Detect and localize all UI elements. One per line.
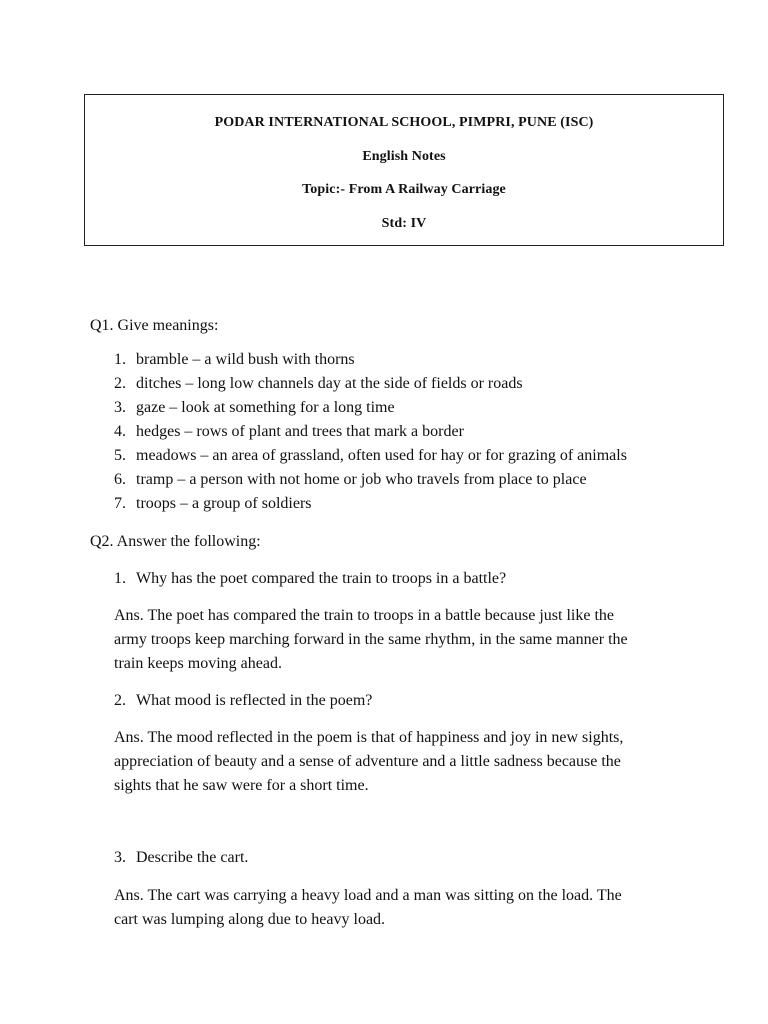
list-item-number: 6. — [114, 471, 126, 488]
list-item — [114, 492, 312, 516]
question — [114, 846, 248, 870]
list-item-text: meadows – an area of grassland, often used for hay or for grazing of animals — [136, 447, 627, 464]
document-header — [84, 94, 724, 246]
answer-line: sights that he saw were for a short time. — [114, 777, 369, 794]
list-item-text: ditches – long low channels day at the side of fields or roads — [136, 375, 523, 392]
list-item-number: 7. — [114, 495, 126, 512]
list-item-text: troops – a group of soldiers — [136, 495, 312, 512]
list-item-text: gaze – look at something for a long time — [136, 399, 395, 416]
list-item-number: 3. — [114, 399, 126, 416]
list-item — [114, 444, 627, 468]
answer-line: cart was lumping along due to heavy load. — [114, 911, 386, 928]
answer-line: train keeps moving ahead. — [114, 655, 282, 672]
list-item-number: 1. — [114, 351, 126, 368]
list-item — [114, 468, 587, 492]
answer-line: Ans. The cart was carrying a heavy load and a man was sitting on the load. The — [114, 887, 622, 904]
topic-title: Topic:- From A Railway Carriage — [302, 182, 506, 197]
list-item — [114, 348, 355, 372]
answer-line: Ans. The mood reflected in the poem is that of happiness and joy in new sights, — [114, 729, 624, 746]
list-item-number: 5. — [114, 447, 126, 464]
question-text: Describe the cart. — [136, 849, 249, 866]
list-item-text: bramble – a wild bush with thorns — [136, 351, 355, 368]
list-item — [114, 420, 464, 444]
answer-line: Ans. The poet has compared the train to troops in a battle because just like the — [114, 607, 615, 624]
question-text: Why has the poet compared the train to troops in a battle? — [136, 570, 507, 587]
question-number: 1. — [114, 570, 126, 587]
q1-title: Q1. Give meanings: — [90, 317, 219, 334]
question-text: What mood is reflected in the poem? — [136, 692, 373, 709]
standard-label: Std: IV — [381, 216, 427, 231]
list-item-text: hedges – rows of plant and trees that mark a border — [136, 423, 464, 440]
list-item-number: 2. — [114, 375, 126, 392]
question-number: 3. — [114, 849, 126, 866]
answer-line: appreciation of beauty and a sense of adventure and a little sadness because the — [114, 753, 621, 770]
question — [114, 689, 372, 713]
list-item-text: tramp – a person with not home or job who travels from place to place — [136, 471, 587, 488]
school-name: PODAR INTERNATIONAL SCHOOL, PIMPRI, PUNE (ISC) — [214, 115, 594, 130]
list-item — [114, 372, 523, 396]
question-number: 2. — [114, 692, 126, 709]
q2-title: Q2. Answer the following: — [90, 533, 261, 550]
answer-line: army troops keep marching forward in the same rhythm, in the same manner the — [114, 631, 628, 648]
list-item — [114, 396, 395, 420]
question — [114, 567, 506, 591]
subject-title: English Notes — [362, 149, 446, 164]
list-item-number: 4. — [114, 423, 126, 440]
